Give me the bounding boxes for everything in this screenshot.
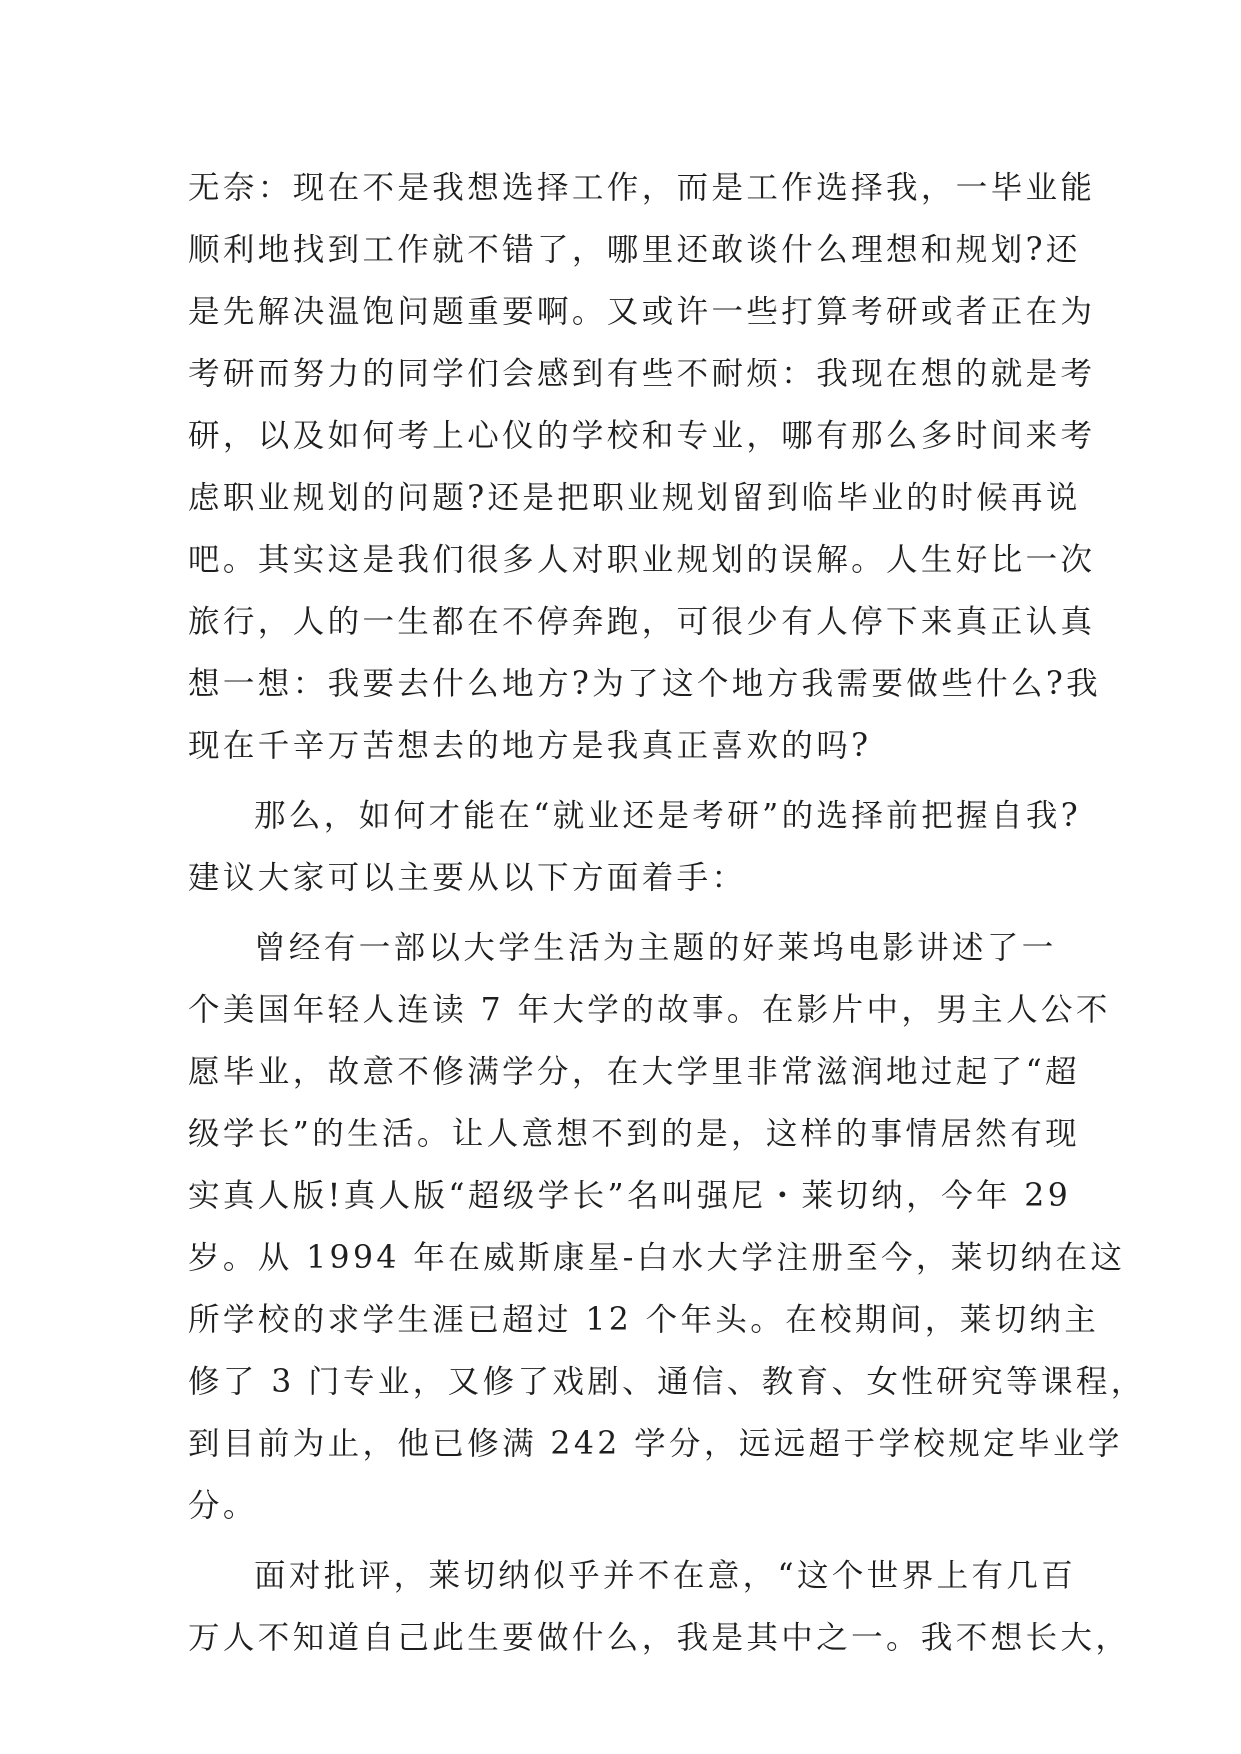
text-line: 顺利地找到工作就不错了，哪里还敢谈什么理想和规划?还 <box>188 232 1081 268</box>
body-text <box>188 157 1146 1669</box>
text-line: 无奈：现在不是我想选择工作，而是工作选择我，一毕业能 <box>188 170 1096 206</box>
text-line: 旅行，人的一生都在不停奔跑，可很少有人停下来真正认真 <box>188 604 1096 640</box>
paragraph-gap <box>188 777 1058 785</box>
text-line: 现在千辛万苦想去的地方是我真正喜欢的吗? <box>188 728 872 764</box>
text-line: 虑职业规划的问题?还是把职业规划留到临毕业的时候再说 <box>188 480 1081 516</box>
text-line: 研，以及如何考上心仪的学校和专业，哪有那么多时间来考 <box>188 418 1096 454</box>
text-line: 个美国年轻人连读 7 年大学的故事。在影片中，男主人公不 <box>188 992 1111 1028</box>
text-line: 愿毕业，故意不修满学分，在大学里非常滋润地过起了“超 <box>188 1054 1081 1090</box>
text-line: 级学长”的生活。让人意想不到的是，这样的事情居然有现 <box>188 1116 1081 1152</box>
text-line: 面对批评，莱切纳似乎并不在意，“这个世界上有几百 <box>254 1558 1077 1594</box>
text-line: 所学校的求学生涯已超过 12 个年头。在校期间，莱切纳主 <box>188 1302 1100 1338</box>
paragraph-2 <box>188 785 1082 909</box>
text-line: 到目前为止，他已修满 242 学分，远远超于学校规定毕业学 <box>188 1426 1123 1462</box>
text-line: 分。 <box>188 1488 258 1524</box>
text-line: 考研而努力的同学们会感到有些不耐烦：我现在想的就是考 <box>188 356 1096 392</box>
text-line: 曾经有一部以大学生活为主题的好莱坞电影讲述了一 <box>254 930 1057 966</box>
text-line: 实真人版!真人版“超级学长”名叫强尼・莱切纳，今年 29 <box>188 1178 1072 1214</box>
text-line: 万人不知道自己此生要做什么，我是其中之一。我不想长大， <box>188 1620 1131 1656</box>
text-line: 修了 3 门专业，又修了戏剧、通信、教育、女性研究等课程， <box>188 1364 1146 1400</box>
paragraph-4 <box>188 1545 1131 1669</box>
paragraph-3 <box>188 917 1146 1537</box>
paragraph-gap <box>188 1537 1058 1545</box>
text-line: 想一想：我要去什么地方?为了这个地方我需要做些什么?我 <box>188 666 1102 702</box>
text-line: 吧。其实这是我们很多人对职业规划的误解。人生好比一次 <box>188 542 1096 578</box>
text-line: 岁。从 1994 年在威斯康星-白水大学注册至今，莱切纳在这 <box>188 1240 1126 1276</box>
paragraph-1 <box>188 157 1102 777</box>
text-line: 那么，如何才能在“就业还是考研”的选择前把握自我? <box>254 798 1082 834</box>
text-line: 是先解决温饱问题重要啊。又或许一些打算考研或者正在为 <box>188 294 1096 330</box>
text-line: 建议大家可以主要从以下方面着手： <box>188 860 747 896</box>
paragraph-gap <box>188 909 1058 917</box>
